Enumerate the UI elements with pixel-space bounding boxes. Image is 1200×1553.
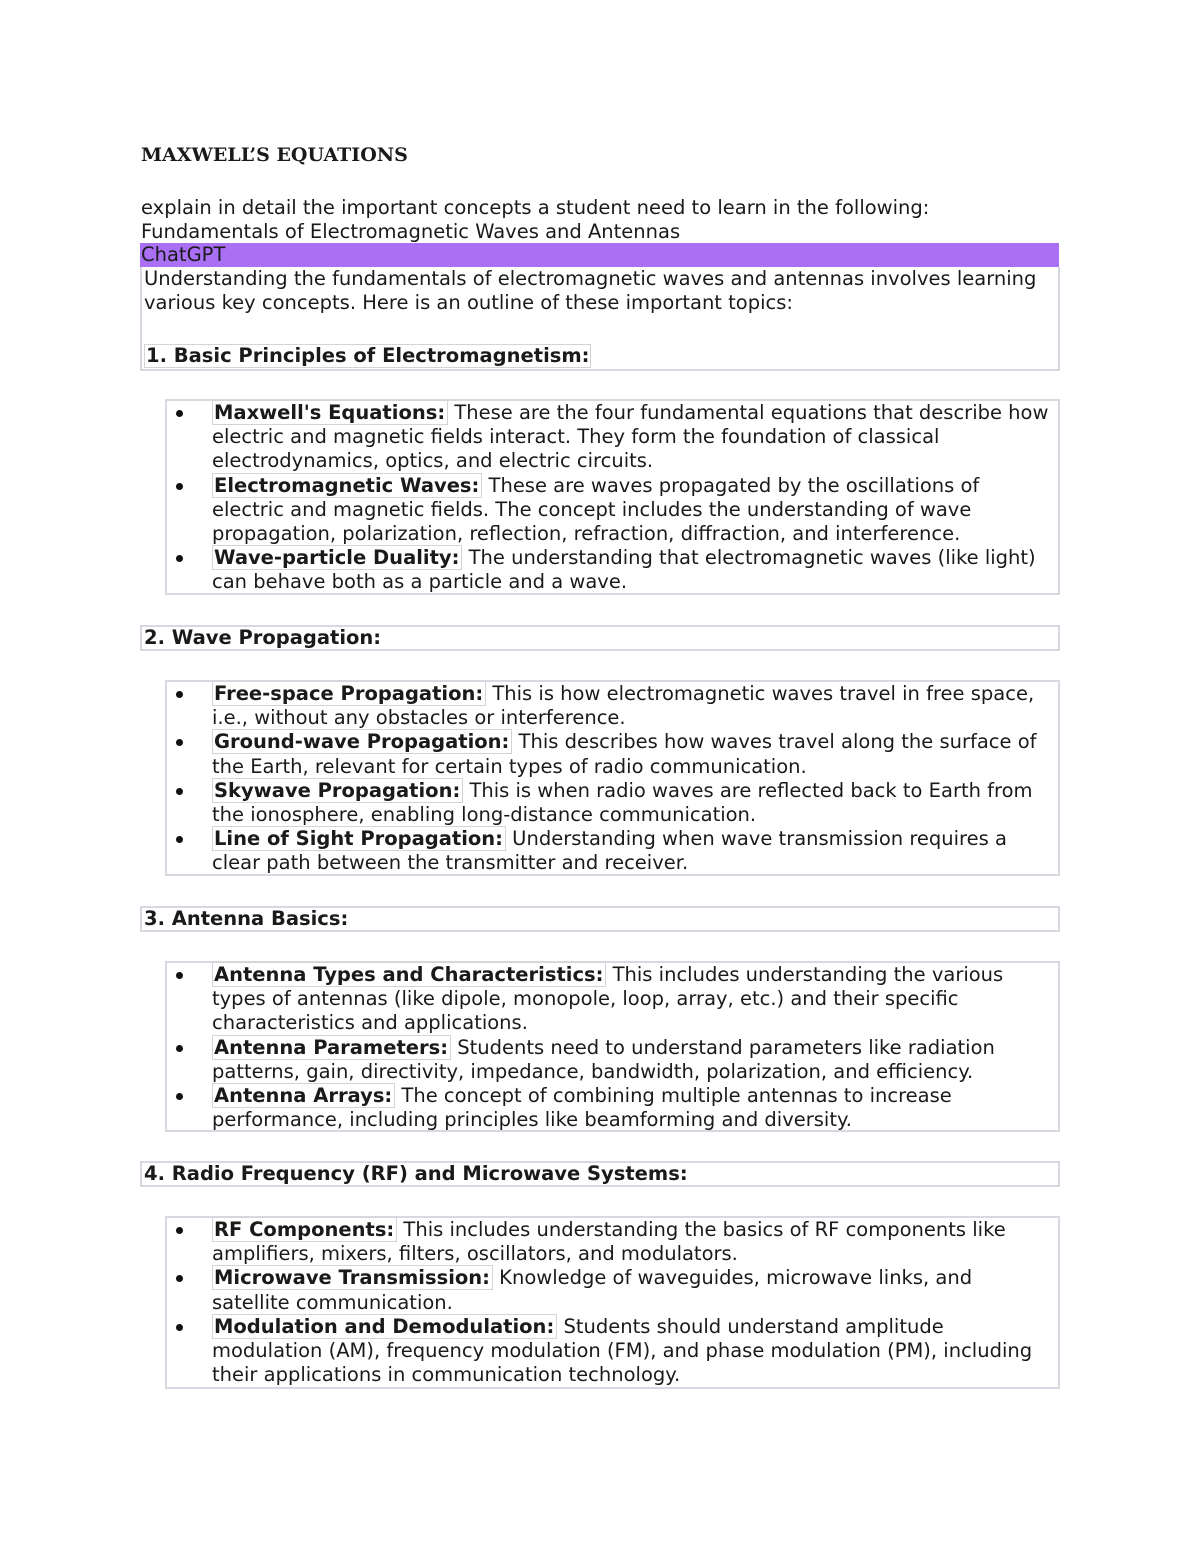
item-text: Students need to understand parameters like radiation patterns, gain, directivity, impedance, bandwidth, polarization, and efficiency. (212, 1035, 995, 1083)
bullet-icon (176, 1324, 183, 1331)
item-term: Antenna Parameters: (212, 1035, 451, 1060)
item-text: Understanding when wave transmission requires a clear path between the transmitter and receiver. (212, 827, 1007, 875)
list-item (167, 401, 1058, 474)
item-text: These are waves propagated by the oscillations of electric and magnetic fields. The concept includes the understanding of wave propagation, polarization, reflection, refraction, diffraction, and interference. (212, 473, 980, 546)
item-term: Modulation and Demodulation: (212, 1314, 557, 1339)
item-term: RF Components: (212, 1217, 397, 1242)
bullet-icon (176, 483, 183, 490)
item-term: Microwave Transmission: (212, 1265, 493, 1290)
section-list-4 (165, 1216, 1060, 1389)
item-text: This describes how waves travel along the surface of the Earth, relevant for certain types of radio communication. (212, 730, 1037, 778)
bullet-icon (176, 1045, 183, 1052)
item-term: Antenna Arrays: (212, 1083, 395, 1108)
section-heading: 3. Antenna Basics: (144, 907, 349, 930)
item-term: Skywave Propagation: (212, 778, 463, 803)
section-heading (144, 344, 591, 368)
bullet-icon (176, 739, 183, 746)
list-item (167, 779, 1058, 827)
list-item (167, 1036, 1058, 1084)
list-item (167, 963, 1058, 1036)
section-list-2 (165, 680, 1060, 876)
item-text: Knowledge of waveguides, microwave links, and satellite communication. (212, 1266, 973, 1314)
item-term: Antenna Types and Characteristics: (212, 962, 606, 987)
item-term: Wave-particle Duality: (212, 545, 462, 570)
list-item (167, 1266, 1058, 1314)
list-item (167, 474, 1058, 547)
bullet-icon (176, 1275, 183, 1282)
section-heading: 2. Wave Propagation: (144, 626, 382, 649)
item-text: This is how electromagnetic waves travel in free space, i.e., without any obstacles or interference. (212, 682, 1035, 730)
list-item (167, 730, 1058, 778)
list-item (167, 682, 1058, 730)
list-item (167, 827, 1058, 875)
section-heading-box (140, 1161, 1060, 1187)
item-term: Free-space Propagation: (212, 681, 486, 706)
item-text: This is when radio waves are reflected back to Earth from the ionosphere, enabling long-distance communication. (212, 778, 1033, 827)
item-text: Students should understand amplitude modulation (AM), frequency modulation (FM), and phase modulation (PM), including their applications in communication technology. (212, 1314, 1033, 1387)
prompt-line: Fundamentals of Electromagnetic Waves and Antennas (141, 220, 681, 243)
section-heading-text: 1. Basic Principles of Electromagnetism: (146, 344, 590, 367)
bullet-icon (176, 836, 183, 843)
section-heading: 4. Radio Frequency (RF) and Microwave Systems: (144, 1162, 688, 1185)
section-list-3 (165, 961, 1060, 1132)
list-item (167, 1084, 1058, 1132)
intro-block (140, 267, 1060, 371)
intro-text: Understanding the fundamentals of electromagnetic waves and antennas involves learning various key concepts. Here is an outline of these important topics: (144, 267, 1037, 314)
list-item (167, 546, 1058, 594)
prompt-line: explain in detail the important concepts a student need to learn in the following: (141, 196, 930, 219)
list-item (167, 1315, 1058, 1388)
item-text: This includes understanding the basics of RF components like amplifiers, mixers, filters, oscillators, and modulators. (212, 1218, 1006, 1266)
item-text: The concept of combining multiple antennas to increase performance, including principles like beamforming and diversity. (212, 1084, 952, 1132)
bullet-icon (176, 410, 183, 417)
section-heading-box (140, 906, 1060, 932)
bullet-icon (176, 1093, 183, 1100)
item-text: The understanding that electromagnetic waves (like light) can behave both as a particle and a wave. (212, 546, 1036, 594)
item-term: Line of Sight Propagation: (212, 826, 506, 851)
section-heading-box (140, 625, 1060, 651)
list-item (167, 1218, 1058, 1266)
bullet-icon (176, 788, 183, 795)
item-term: Electromagnetic Waves: (212, 473, 482, 498)
user-prompt (141, 196, 1061, 244)
item-text: This includes understanding the various types of antennas (like dipole, monopole, loop, array, etc.) and their specific characteristics and applications. (212, 963, 1004, 1035)
bullet-icon (176, 555, 183, 562)
bullet-icon (176, 691, 183, 698)
bullet-icon (176, 1227, 183, 1234)
bullet-icon (176, 972, 183, 979)
assistant-label-bar: ChatGPT (140, 243, 1059, 267)
item-text: These are the four fundamental equations that describe how electric and magnetic fields interact. They form the foundation of classical electrodynamics, optics, and electric circuits. (212, 401, 1049, 473)
item-term: Maxwell's Equations: (212, 400, 448, 425)
item-term: Ground-wave Propagation: (212, 729, 512, 754)
document-title: MAXWELL’S EQUATIONS (141, 144, 408, 166)
section-list-1 (165, 399, 1060, 595)
